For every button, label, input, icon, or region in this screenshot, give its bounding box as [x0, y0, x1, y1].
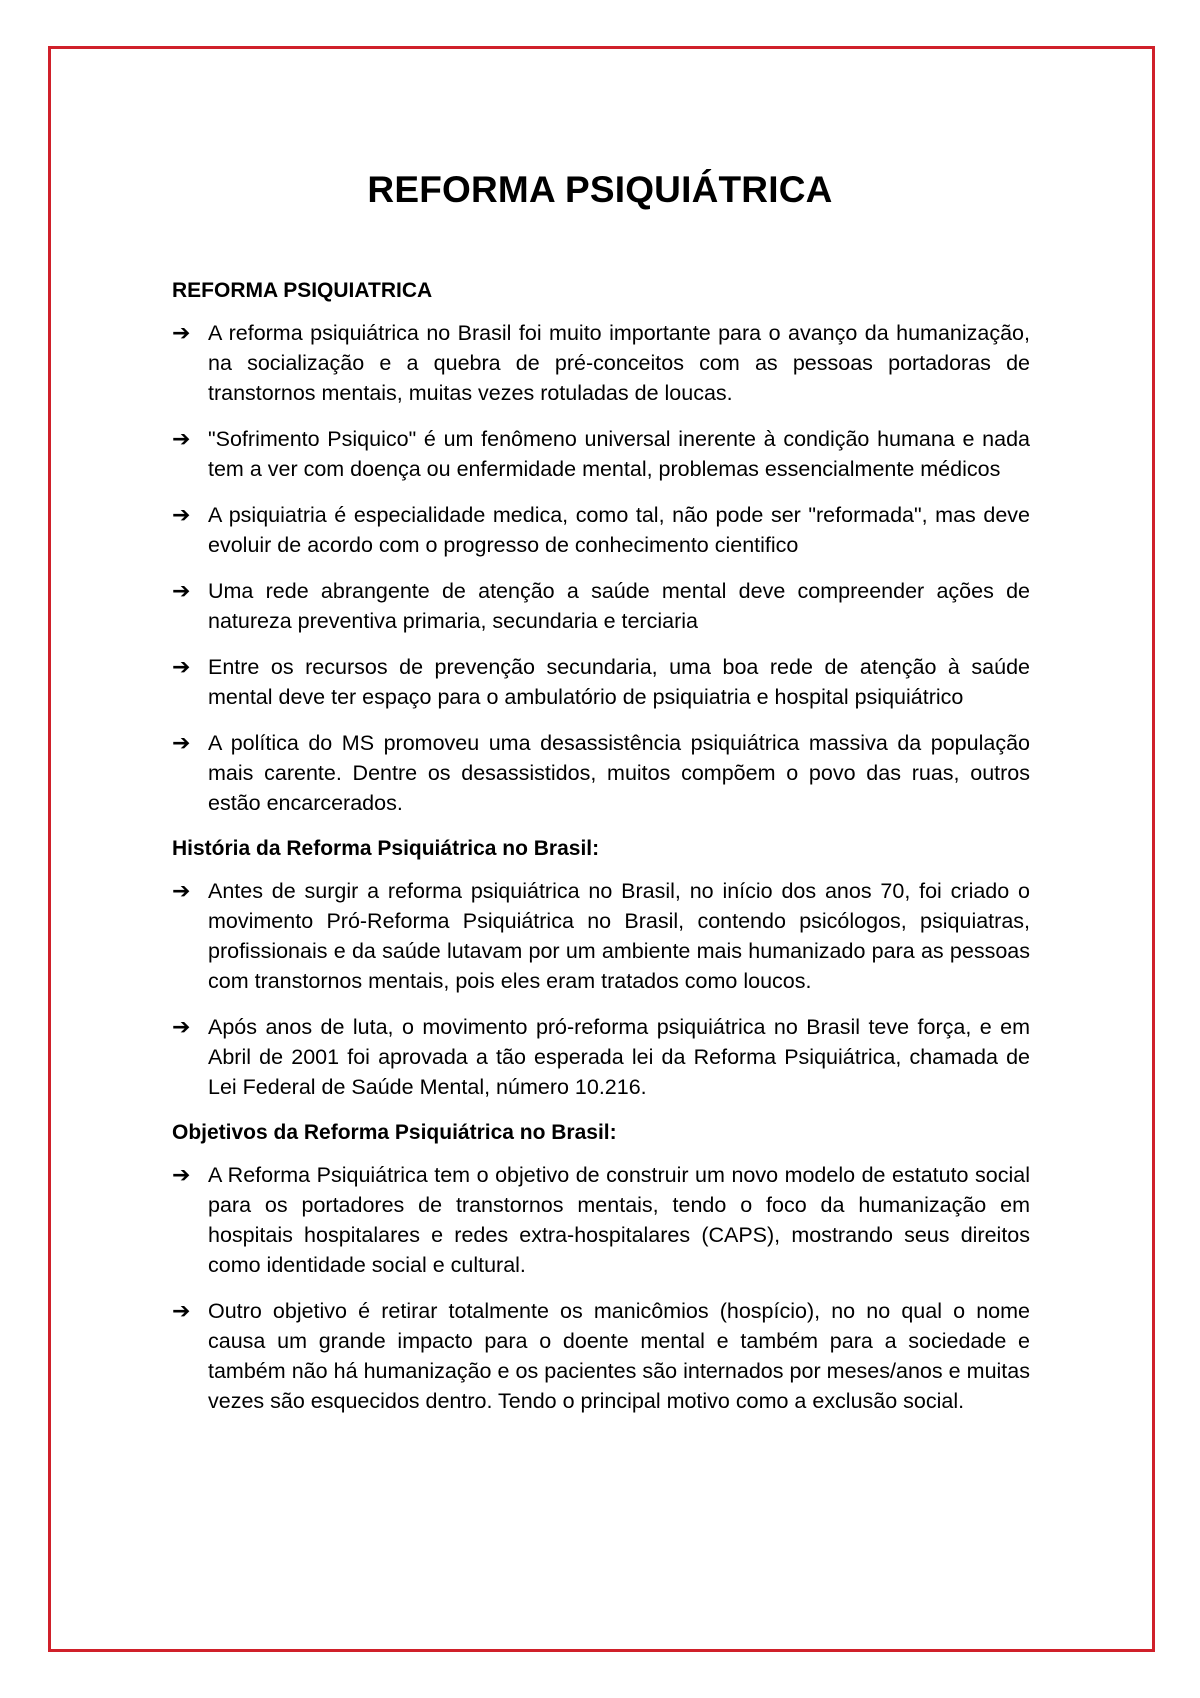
arrow-right-icon: ➔ [172, 1298, 191, 1323]
arrow-right-icon: ➔ [172, 654, 191, 679]
section-objetivos [172, 1118, 1030, 1416]
list-item-text: A psiquiatria é especialidade medica, como tal, não pode ser "reformada", mas deve evoluir de acordo com o progresso de conhecimento cientifico [208, 503, 1030, 557]
list-item [172, 652, 1030, 712]
document-body [172, 276, 1030, 1432]
arrow-right-icon: ➔ [172, 426, 191, 451]
list-item-text: Uma rede abrangente de atenção a saúde mental deve compreender ações de natureza preventiva primaria, secundaria e terciaria [208, 579, 1030, 633]
arrow-right-icon: ➔ [172, 320, 191, 345]
list-item-text: "Sofrimento Psiquico" é um fenômeno universal inerente à condição humana e nada tem a ver com doença ou enfermidade mental, problemas essencialmente médicos [208, 427, 1030, 481]
list-item [172, 728, 1030, 818]
arrow-right-icon: ➔ [172, 730, 191, 755]
list-item-text: A reforma psiquiátrica no Brasil foi muito importante para o avanço da humanização, na socialização e a quebra de pré-conceitos com as pessoas portadoras de transtornos mentais, muitas vezes rotuladas de loucas. [208, 321, 1030, 405]
list-item-text: Entre os recursos de prevenção secundaria, uma boa rede de atenção à saúde mental deve ter espaço para o ambulatório de psiquiatria e hospital psiquiátrico [208, 655, 1030, 709]
list-item [172, 500, 1030, 560]
list-item-text: A Reforma Psiquiátrica tem o objetivo de construir um novo modelo de estatuto social para os portadores de transtornos mentais, tendo o foco da humanização em hospitais hospitalares e redes extra-hospitalares (CAPS), mostrando seus direitos como identidade social e cultural. [208, 1163, 1030, 1277]
list-item [172, 1296, 1030, 1416]
arrow-right-icon: ➔ [172, 578, 191, 603]
list-item [172, 576, 1030, 636]
section-reforma-psiquiatrica [172, 276, 1030, 818]
arrow-right-icon: ➔ [172, 1162, 191, 1187]
section-historia [172, 834, 1030, 1102]
list-item [172, 318, 1030, 408]
list-item [172, 1012, 1030, 1102]
list-item-text: Antes de surgir a reforma psiquiátrica no Brasil, no início dos anos 70, foi criado o movimento Pró-Reforma Psiquiátrica no Brasil, contendo psicólogos, psiquiatras, profissionais e da saúde lutavam por um ambiente mais humanizado para as pessoas com transtornos mentais, pois eles eram tratados como loucos. [208, 879, 1030, 993]
list-item [172, 424, 1030, 484]
arrow-right-icon: ➔ [172, 502, 191, 527]
list-item-text: A política do MS promoveu uma desassistência psiquiátrica massiva da população mais carente. Dentre os desassistidos, muitos compõem o povo das ruas, outros estão encarcerados. [208, 731, 1030, 815]
list-item-text: Após anos de luta, o movimento pró-reforma psiquiátrica no Brasil teve força, e em Abril de 2001 foi aprovada a tão esperada lei da Reforma Psiquiátrica, chamada de Lei Federal de Saúde Mental, número 10.216. [208, 1015, 1030, 1099]
page-title: REFORMA PSIQUIÁTRICA [367, 168, 833, 210]
arrow-right-icon: ➔ [172, 1014, 191, 1039]
arrow-right-icon: ➔ [172, 878, 191, 903]
section-heading: História da Reforma Psiquiátrica no Brasil: [172, 837, 600, 860]
list-item [172, 876, 1030, 996]
section-heading: REFORMA PSIQUIATRICA [172, 279, 433, 302]
section-heading: Objetivos da Reforma Psiquiátrica no Brasil: [172, 1121, 617, 1144]
list-item-text: Outro objetivo é retirar totalmente os manicômios (hospício), no no qual o nome causa um grande impacto para o doente mental e também para a sociedade e também não há humanização e os pacientes são internados por meses/anos e muitas vezes são esquecidos dentro. Tendo o principal motivo como a exclusão social. [208, 1299, 1030, 1413]
list-item [172, 1160, 1030, 1280]
